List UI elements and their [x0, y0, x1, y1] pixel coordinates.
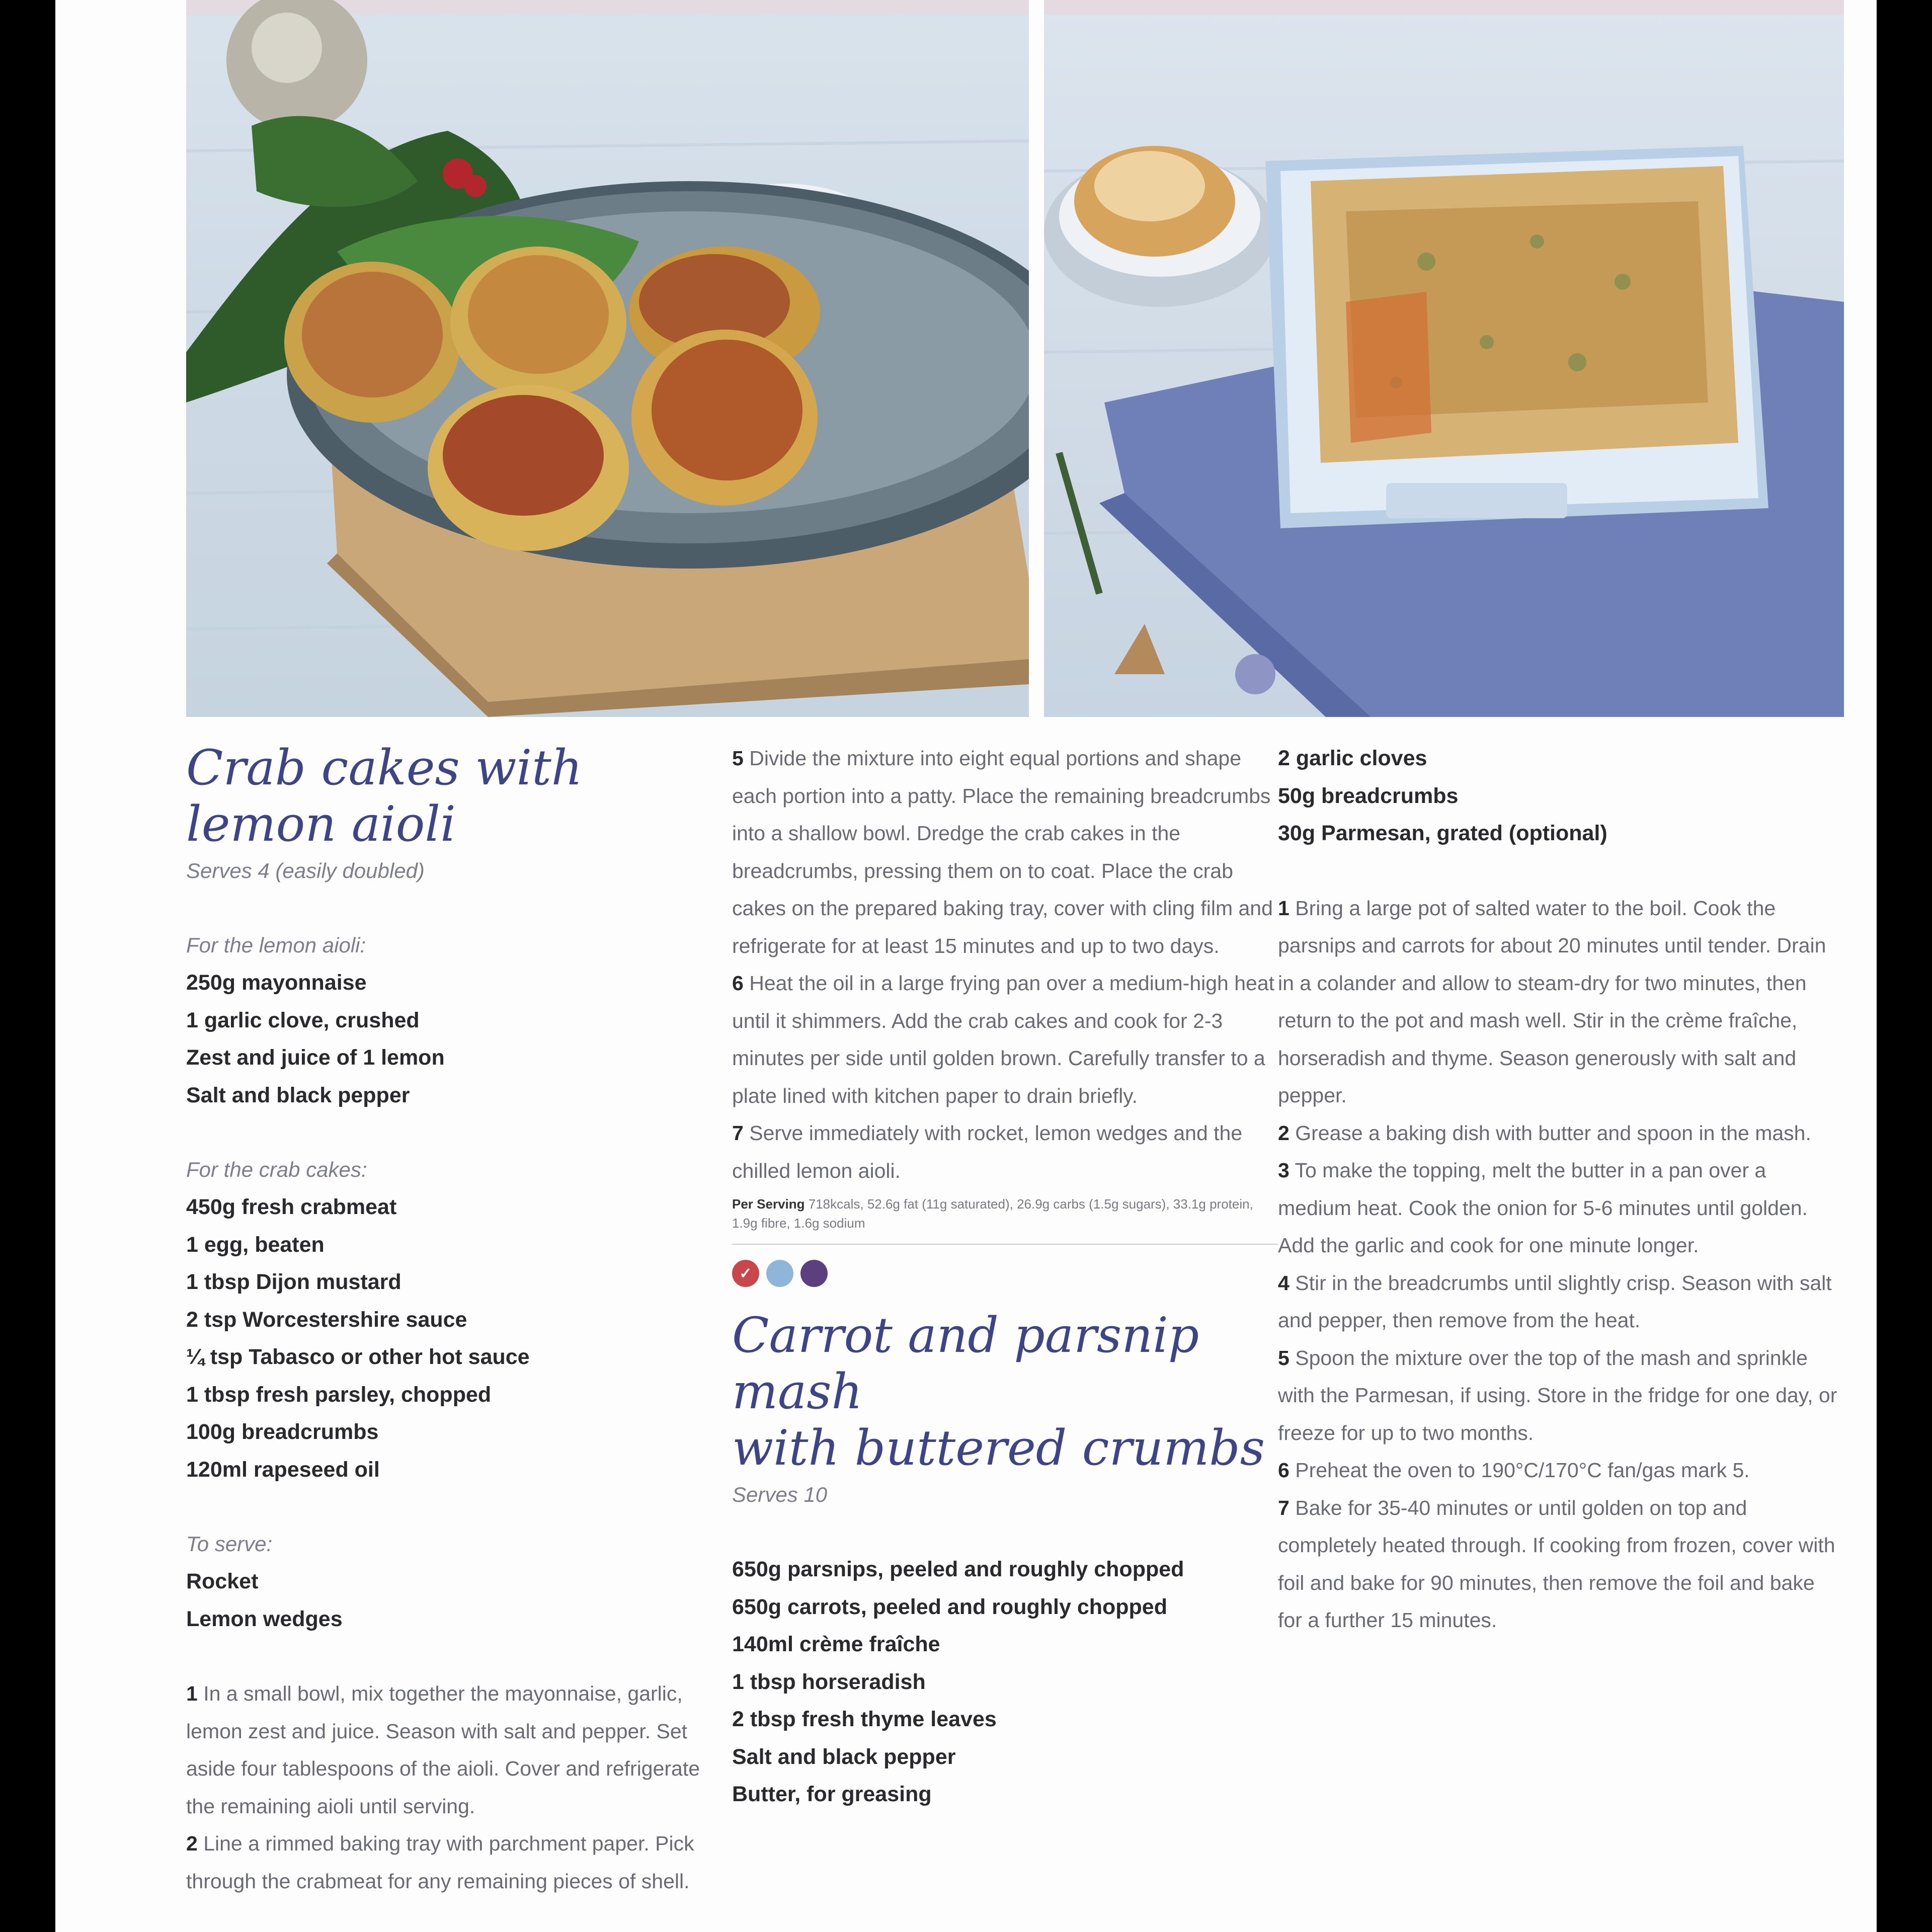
diet-badge-icon — [800, 1260, 828, 1287]
ingredient: 30g Parmesan, grated (optional) — [1278, 821, 1607, 845]
ingredient: 1 tbsp Dijon mustard — [186, 1270, 401, 1294]
method-step — [1278, 1452, 1844, 1489]
divider — [732, 1244, 1278, 1245]
ingredient: 2 tsp Worcestershire sauce — [186, 1307, 467, 1332]
method-step — [186, 1825, 719, 1900]
step-text: Bring a large pot of salted water to the boil. Cook the parsnips and carrots for about 20 minutes until tender. Drain in a colander and allow to steam-dry for two minutes, then return to the pot and mash well. Stir in the crème fraîche, horseradish and thyme. Season generously with salt and pepper. — [1278, 896, 1826, 1107]
ingredient: 2 tbsp fresh thyme leaves — [732, 1707, 997, 1731]
recipe2-serves: Serves 10 — [732, 1483, 828, 1506]
crab-cakes-photo — [186, 0, 1029, 717]
recipe2-title-line2: with buttered crumbs — [732, 1420, 1265, 1476]
recipe1-serves: Serves 4 (easily doubled) — [186, 859, 425, 882]
ingredient: 140ml crème fraîche — [732, 1632, 940, 1656]
recipe1-column — [186, 740, 719, 1900]
ingredient: 50g breadcrumbs — [1278, 783, 1459, 808]
aioli-heading: For the lemon aioli: — [186, 933, 366, 957]
ingredient: Zest and juice of 1 lemon — [186, 1045, 445, 1070]
ingredient: ¼ tsp Tabasco or other hot sauce — [186, 1345, 530, 1369]
method-step — [1278, 1339, 1844, 1452]
step-text: Divide the mixture into eight equal portions and shape each portion into a patty. Place the remaining breadcrumbs into a shallow bowl. Dredge the crab cakes in the breadcrumbs, pressing them on to coat. Place the crab cakes on the prepared baking tray, cover with cling film and refrigerate for at least 15 minutes and up to two days. — [732, 747, 1273, 957]
recipe1-title: Crab cakes with lemon aioli — [186, 740, 583, 852]
step-number: 4 — [1278, 1271, 1290, 1295]
ingredient: 1 tbsp horseradish — [732, 1669, 926, 1694]
ingredient: Butter, for greasing — [732, 1782, 932, 1806]
diet-badge-check-icon: ✓ — [732, 1260, 759, 1287]
ingredient: 650g parsnips, peeled and roughly chopped — [732, 1557, 1184, 1581]
diet-badges — [732, 1260, 1278, 1287]
mash-bake-photo — [1044, 0, 1844, 717]
step-text: Spoon the mixture over the top of the mash and sprinkle with the Parmesan, if using. Store in the fridge for one day, or freeze for up to two months. — [1278, 1346, 1837, 1444]
method-step — [732, 964, 1278, 1114]
crab-cakes-heading: For the crab cakes: — [186, 1158, 367, 1181]
step-number: 2 — [1278, 1121, 1290, 1145]
to-serve-heading: To serve: — [186, 1532, 273, 1556]
method-step — [1278, 1114, 1844, 1152]
ingredient: Salt and black pepper — [732, 1744, 956, 1769]
step-number: 7 — [1278, 1496, 1290, 1519]
ingredient: Salt and black pepper — [186, 1083, 410, 1107]
method-step — [1278, 890, 1844, 1114]
method-step — [1278, 1489, 1844, 1639]
ingredient: Rocket — [186, 1569, 259, 1593]
magazine-page — [55, 0, 1877, 1932]
step-number: 5 — [732, 747, 744, 770]
ingredient: 100g breadcrumbs — [186, 1420, 379, 1444]
step-text: Heat the oil in a large frying pan over a medium-high heat until it shimmers. Add the crab cakes and cook for 2-3 minutes per side until golden brown. Carefully transfer to a plate lined with kitchen paper to drain briefly. — [732, 972, 1275, 1107]
step-number: 2 — [186, 1832, 198, 1855]
step-text: Line a rimmed baking tray with parchment paper. Pick through the crabmeat for any remaining pieces of shell. — [186, 1832, 694, 1893]
method-step — [186, 1675, 719, 1825]
ingredient: 1 garlic clove, crushed — [186, 1008, 420, 1032]
nutrition-info — [732, 1194, 1278, 1233]
step-text: To make the topping, melt the butter in a pan over a medium heat. Cook the onion for 5-6 minutes until golden. Add the garlic and cook for one minute longer. — [1278, 1159, 1808, 1257]
step-number: 3 — [1278, 1159, 1290, 1182]
method-step — [1278, 1152, 1844, 1264]
step-number: 1 — [1278, 896, 1290, 920]
ingredient: 450g fresh crabmeat — [186, 1195, 397, 1219]
step-text: Preheat the oven to 190°C/170°C fan/gas mark 5. — [1295, 1459, 1750, 1482]
recipe2-title — [732, 1307, 1278, 1476]
ingredient: 650g carrots, peeled and roughly chopped — [732, 1594, 1167, 1619]
diet-badge-icon — [766, 1260, 793, 1287]
step-text: Bake for 35-40 minutes or until golden on top and completely heated through. If cooking from frozen, cover with foil and bake for 90 minutes, then remove the foil and bake for a further 15 minutes. — [1278, 1496, 1835, 1632]
ingredient: Lemon wedges — [186, 1606, 343, 1631]
method-step — [732, 740, 1278, 964]
right-column — [1278, 740, 1844, 1639]
step-number: 7 — [732, 1121, 744, 1145]
step-text: Grease a baking dish with butter and spoon in the mash. — [1295, 1121, 1811, 1145]
ingredient: 120ml rapeseed oil — [186, 1457, 380, 1482]
method-step — [1278, 1264, 1844, 1339]
recipe2-title-line1: Carrot and parsnip mash — [732, 1307, 1199, 1420]
ingredient: 250g mayonnaise — [186, 971, 367, 995]
ingredient: 2 garlic cloves — [1278, 746, 1427, 770]
nutrition-text: 718kcals, 52.6g fat (11g saturated), 26.9g carbs (1.5g sugars), 33.1g protein, 1.9g fibre, 1.6g sodium — [732, 1196, 1253, 1231]
nutrition-label: Per Serving — [732, 1196, 805, 1212]
step-number: 5 — [1278, 1346, 1290, 1370]
step-number: 6 — [1278, 1459, 1290, 1482]
step-text: Serve immediately with rocket, lemon wedges and the chilled lemon aioli. — [732, 1121, 1243, 1182]
ingredient: 1 egg, beaten — [186, 1232, 325, 1257]
step-number: 6 — [732, 972, 744, 995]
step-text: Stir in the breadcrumbs until slightly crisp. Season with salt and pepper, then remove from the heat. — [1278, 1271, 1832, 1332]
ingredient: 1 tbsp fresh parsley, chopped — [186, 1382, 492, 1407]
middle-column — [732, 740, 1278, 1813]
method-step — [732, 1114, 1278, 1189]
step-text: In a small bowl, mix together the mayonnaise, garlic, lemon zest and juice. Season with salt and pepper. Set aside four tablespoons of the aioli. Cover and refrigerate the remaining aioli until serving. — [186, 1682, 700, 1818]
step-number: 1 — [186, 1682, 198, 1705]
